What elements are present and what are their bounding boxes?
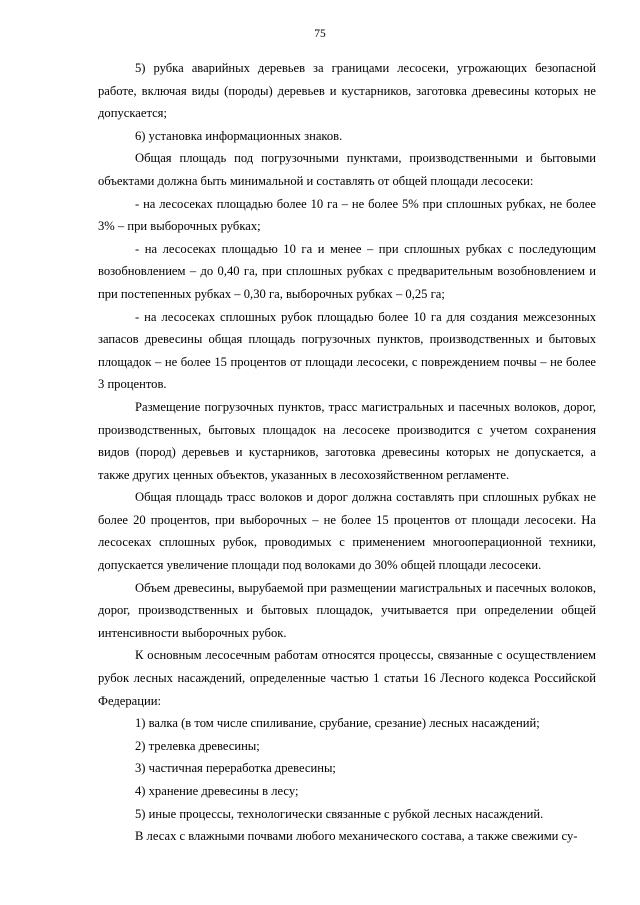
paragraph: - на лесосеках площадью более 10 га – не более 5% при сплошных рубках, не более 3% – при выборочных рубках; [98,196,596,234]
list-item: 4) хранение древесины в лесу; [135,784,299,798]
paragraph: К основным лесосечным работам относятся процессы, связанные с осуществлением рубок лесных насаждений, определенные частью 1 статьи 16 Лесного кодекса Российской Федерации: [98,648,596,708]
paragraph: 5) рубка аварийных деревьев за границами лесосеки, угрожающих безопасной работе, включая виды (породы) деревьев и кустарников, заготовка древесины которых не допускается; [98,61,596,121]
page-number: 75 [314,28,326,40]
list-item: 2) трелевка древесины; [135,738,260,753]
list-item: 5) иные процессы, технологически связанные с рубкой лесных насаждений. [135,806,544,821]
paragraph: Размещение погрузочных пунктов, трасс магистральных и пасечных волоков, дорог, производственных, бытовых площадок на лесосеке производится с учетом сохранения видов (пород) деревьев и кустарников, заготовка древесины которых не допускается, а также других ценных объектов, указанных в лесохозяйственном регламенте. [98,399,596,482]
paragraph: Общая площадь под погрузочными пунктами, производственными и бытовыми объектами должна быть минимальной и составлять от общей площади лесосеки: [98,151,596,188]
list-item: 3) частичная переработка древесины; [135,761,336,776]
paragraph: В лесах с влажными почвами любого механического состава, а также свежими су- [135,829,578,844]
paragraph: Объем древесины, вырубаемой при размещении магистральных и пасечных волоков, дорог, производственных и бытовых площадок, учитывается при определении общей интенсивности выборочных рубок. [98,580,596,640]
paragraph: Общая площадь трасс волоков и дорог должна составлять при сплошных рубках не более 20 процентов, при выборочных – не более 15 процентов от площади лесосеки. На лесосеках сплошных рубок, проводимых с применением многооперационной техники, допускается увеличение площади под волоками до 30% общей площади лесосеки. [98,490,596,573]
body-text [98,57,596,848]
paragraph: 6) установка информационных знаков. [135,128,343,143]
paragraph: - на лесосеках сплошных рубок площадью более 10 га для создания межсезонных запасов древесины общая площадь погрузочных пунктов, производственных и бытовых площадок – не более 15 процентов от площади лесосеки, с повреждением почвы – не более 3 процентов. [98,309,596,392]
list-item: 1) валка (в том числе спиливание, срубание, срезание) лесных насаждений; [135,716,540,731]
paragraph: - на лесосеках площадью 10 га и менее – при сплошных рубках с последующим возобновлением – до 0,40 га, при сплошных рубках с предварительным возобновлением и при постепенных рубках – 0,30 га, выборочных рубках – 0,25 га; [98,241,596,301]
